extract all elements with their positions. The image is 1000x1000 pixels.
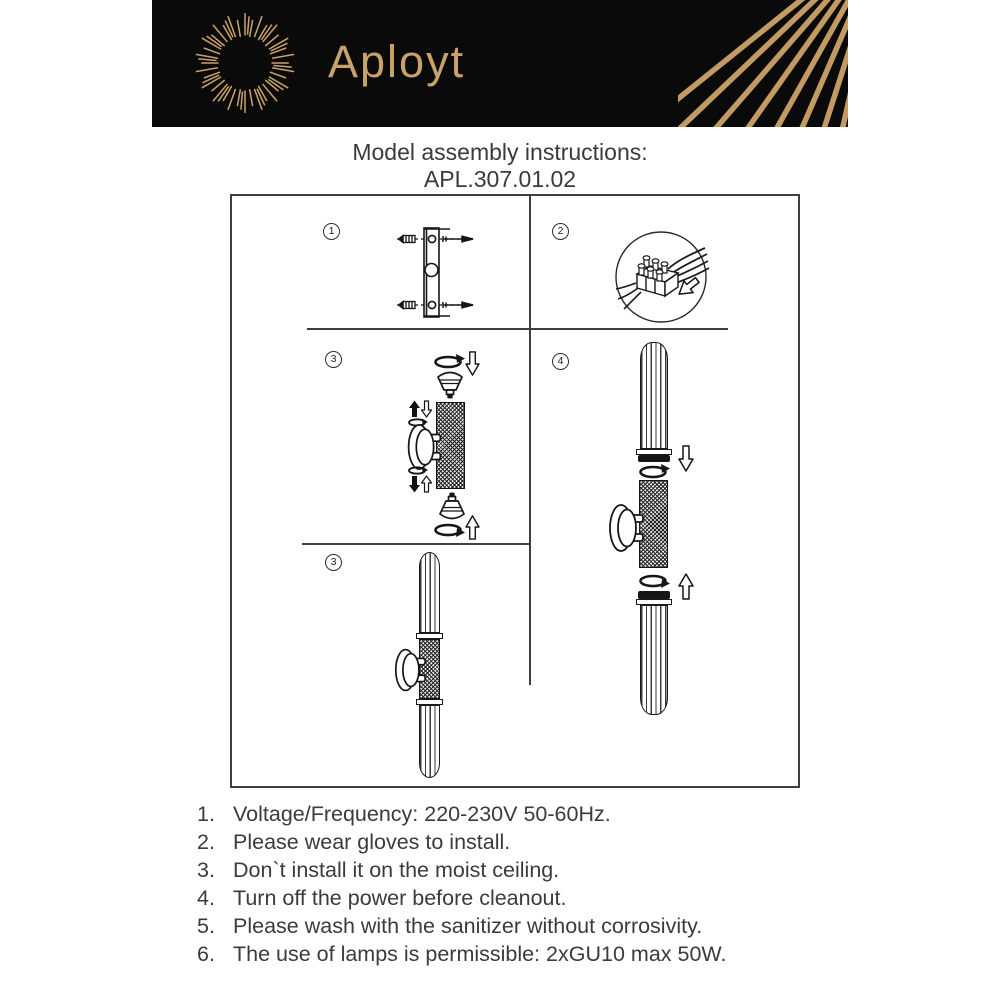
item-number: 1. [197, 802, 215, 826]
arrow-up-icon [678, 572, 694, 600]
item-text: Please wear gloves to install. [233, 830, 511, 854]
horizontal-divider-2 [302, 543, 530, 545]
list-item [197, 912, 857, 940]
horizontal-divider-1 [307, 328, 728, 330]
gu10-bulb-bottom-icon [438, 492, 466, 522]
item-text: Turn off the power before cleanout. [233, 886, 567, 910]
assembly-diagram-box [230, 194, 800, 788]
fluted-tube-bottom [640, 605, 668, 715]
item-text: Please wash with the sanitizer without corrosivity. [233, 914, 703, 938]
item-number: 2. [197, 830, 215, 854]
step-badge-2: 2 [552, 223, 569, 240]
step2-wiring-diagram [611, 228, 711, 324]
item-number: 3. [197, 858, 215, 882]
rotate-arrow-icon [432, 523, 466, 538]
rotate-arrow-icon [432, 354, 466, 369]
wall-canopy-icon [406, 422, 442, 472]
brand-wordmark: Aployt [328, 36, 466, 87]
tube-thread-band [638, 455, 670, 462]
wall-canopy-icon [394, 646, 426, 694]
rotate-arrow-icon [637, 464, 671, 479]
fan-rays-icon [678, 0, 848, 127]
arrow-down-icon [465, 351, 480, 377]
arrow-down-icon [678, 445, 694, 473]
item-number: 6. [197, 942, 215, 966]
list-item [197, 884, 857, 912]
item-number: 4. [197, 886, 215, 910]
model-number: APL.307.01.02 [423, 166, 577, 192]
item-text: Don`t install it on the moist ceiling. [233, 858, 560, 882]
sunburst-logo-icon [190, 8, 300, 118]
brand-banner [152, 0, 848, 127]
gu10-bulb-icon [436, 370, 464, 400]
arrow-up-icon [465, 514, 480, 540]
tube-thread-band [638, 591, 670, 599]
step-badge-4: 4 [552, 353, 569, 370]
step1-mounting-bracket-diagram [395, 224, 477, 322]
page-title: Model assembly instructions: [352, 139, 648, 165]
step-badge-3: 3 [325, 351, 342, 368]
rotate-arrow-icon [637, 574, 671, 589]
step-badge-5: 3 [325, 554, 342, 571]
list-item [197, 828, 857, 856]
list-item [197, 800, 857, 828]
fluted-tube-top [640, 342, 668, 449]
instruction-list [197, 800, 857, 968]
vertical-divider [529, 196, 531, 685]
step-badge-1: 1 [323, 223, 340, 240]
canopy-slide-arrows-bottom [408, 466, 434, 494]
assembled-tube-top [419, 552, 440, 633]
item-number: 5. [197, 914, 215, 938]
list-item [197, 940, 857, 968]
item-text: Voltage/Frequency: 220-230V 50-60Hz. [233, 802, 611, 826]
list-item [197, 856, 857, 884]
assembled-tube-bottom [419, 705, 440, 778]
item-text: The use of lamps is permissible: 2xGU10 max 50W. [233, 942, 727, 966]
wall-canopy-icon [608, 502, 644, 554]
